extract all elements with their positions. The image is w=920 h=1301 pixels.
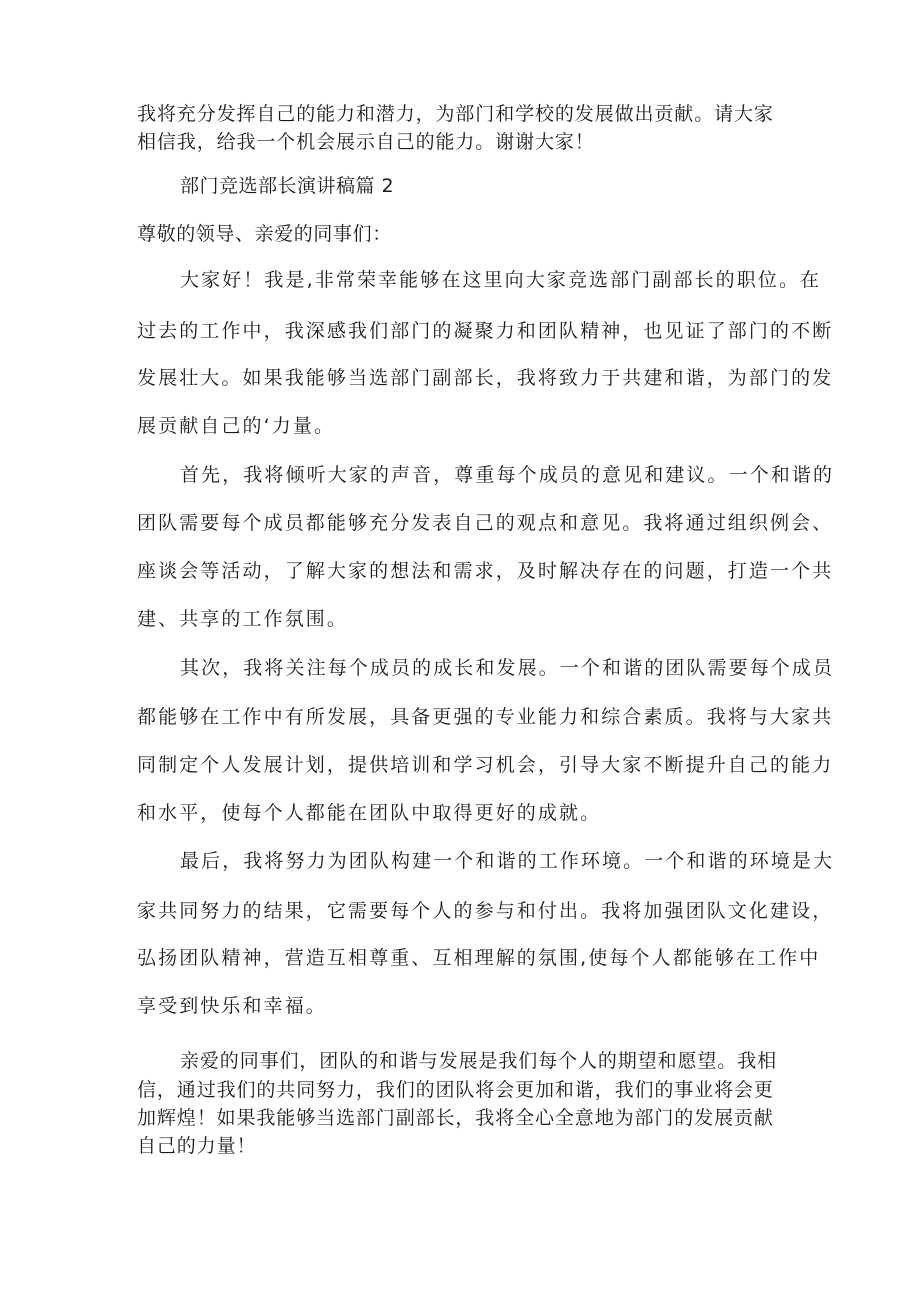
paragraph-2-line-3: 座谈会等活动，了解大家的想法和需求，及时解决存在的问题，打造一个共: [137, 560, 834, 582]
closing-line-3: 加辉煌！如果我能够当选部门副部长，我将全心全意地为部门的发展贡献: [137, 1107, 774, 1129]
paragraph-4-line-1: 最后，我将努力为团队构建一个和谐的工作环境。一个和谐的环境是大: [180, 850, 835, 872]
intro-line-1: 我将充分发挥自己的能力和潜力，为部门和学校的发展做出贡献。请大家: [137, 103, 774, 125]
paragraph-3-line-2: 都能够在工作中有所发展，具备更强的专业能力和综合素质。我将与大家共: [137, 706, 834, 728]
paragraph-3-line-1: 其次，我将关注每个成员的成长和发展。一个和谐的团队需要每个成员: [180, 657, 835, 679]
paragraph-1-line-3: 发展壮大。如果我能够当选部门副部长，我将致力于共建和谐，为部门的发: [137, 367, 834, 389]
paragraph-4-line-4: 享受到快乐和幸福。: [137, 995, 327, 1017]
paragraph-1-line-2: 过去的工作中，我深感我们部门的凝聚力和团队精神，也见证了部门的不断: [137, 320, 834, 342]
paragraph-2-line-1: 首先，我将倾听大家的声音，尊重每个成员的意见和建议。一个和谐的: [180, 464, 835, 486]
paragraph-4-line-2: 家共同努力的结果，它需要每个人的参与和付出。我将加强团队文化建设，: [137, 900, 834, 922]
paragraph-2-line-4: 建、共享的工作氛围。: [137, 608, 349, 630]
closing-line-2: 信，通过我们的共同努力，我们的团队将会更加和谐，我们的事业将会更: [137, 1079, 774, 1101]
closing-line-1: 亲爱的同事们，团队的和谐与发展是我们每个人的期望和愿望。我相: [180, 1050, 778, 1072]
paragraph-1-line-1: 大家好！我是,非常荣幸能够在这里向大家竞选部门副部长的职位。在: [180, 269, 822, 291]
closing-line-4: 自己的力量！: [137, 1135, 257, 1157]
section-title: 部门竞选部长演讲稿篇 2: [180, 175, 395, 197]
paragraph-4-line-3: 弘扬团队精神，营造互相尊重、互相理解的氛围,使每个人都能够在工作中: [137, 947, 821, 969]
paragraph-2-line-2: 团队需要每个成员都能够充分发表自己的观点和意见。我将通过组织例会、: [137, 512, 834, 534]
paragraph-3-line-3: 同制定个人发展计划，提供培训和学习机会，引导大家不断提升自己的能力: [137, 754, 834, 776]
salutation: 尊敬的领导、亲爱的同事们：: [137, 223, 392, 245]
paragraph-3-line-4: 和水平，使每个人都能在团队中取得更好的成就。: [137, 802, 602, 824]
paragraph-1-line-4: 展贡献自己的‘力量。: [137, 415, 336, 437]
intro-line-2: 相信我，给我一个机会展示自己的能力。谢谢大家！: [137, 131, 595, 153]
